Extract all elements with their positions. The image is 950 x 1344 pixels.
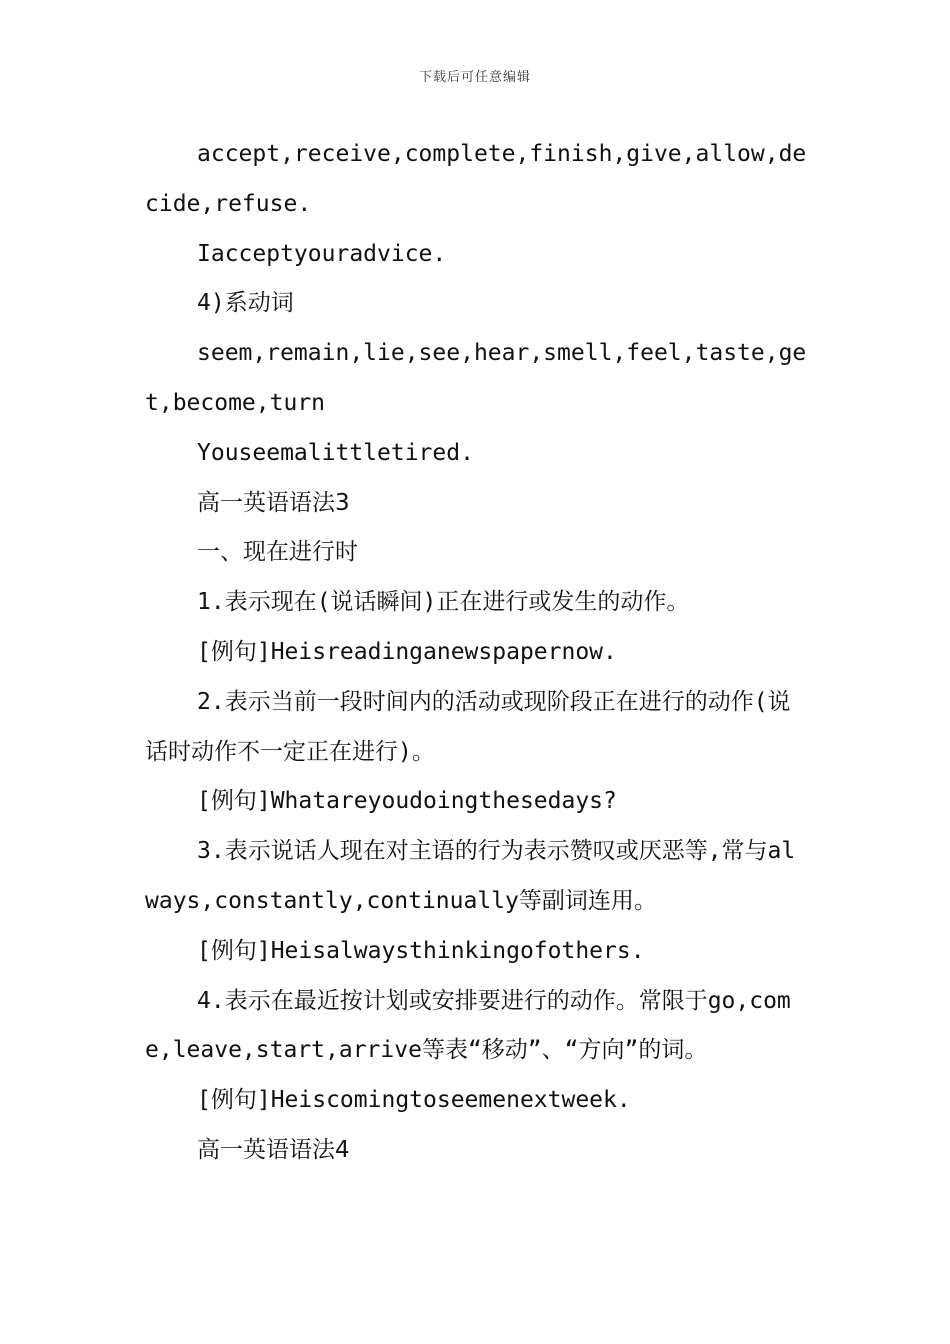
example-3: [例句]Heisalwaysthinkingofothers. — [197, 937, 645, 964]
document-body — [145, 130, 809, 1176]
rule-3: 3.表示说话人现在对主语的行为表示赞叹或厌恶等,常与always,constantly,continually等副词连用。 — [145, 838, 796, 914]
paragraph-verb-list-2: seem,remain,lie,see,hear,smell,feel,taste,get,become,turn — [145, 340, 807, 416]
example-1: [例句]Heisreadinganewspapernow. — [197, 638, 617, 665]
paragraph-verb-list-1: accept,receive,complete,finish,give,allow,decide,refuse. — [145, 141, 807, 217]
page-header: 下载后可任意编辑 — [418, 70, 531, 85]
subsection-heading-present-continuous: 一、现在进行时 — [197, 539, 358, 566]
rule-1: 1.表示现在(说话瞬间)正在进行或发生的动作。 — [197, 589, 690, 616]
rule-4: 4.表示在最近按计划或安排要进行的动作。常限于go,come,leave,start,arrive等表“移动”、“方向”的词。 — [145, 987, 791, 1064]
paragraph-linking-verbs-heading: 4)系动词 — [197, 290, 294, 317]
paragraph-example-accept: Iacceptyouradvice. — [197, 240, 447, 267]
section-heading-grammar-4: 高一英语语法4 — [197, 1136, 350, 1163]
section-heading-grammar-3: 高一英语语法3 — [197, 489, 350, 516]
example-2: [例句]Whatareyoudoingthesedays? — [197, 788, 617, 815]
paragraph-example-seem: Youseemalittletired. — [197, 439, 474, 466]
example-4: [例句]Heiscomingtoseemenextweek. — [197, 1087, 631, 1114]
rule-2: 2.表示当前一段时间内的活动或现阶段正在进行的动作(说话时动作不一定正在进行)。 — [145, 688, 791, 765]
